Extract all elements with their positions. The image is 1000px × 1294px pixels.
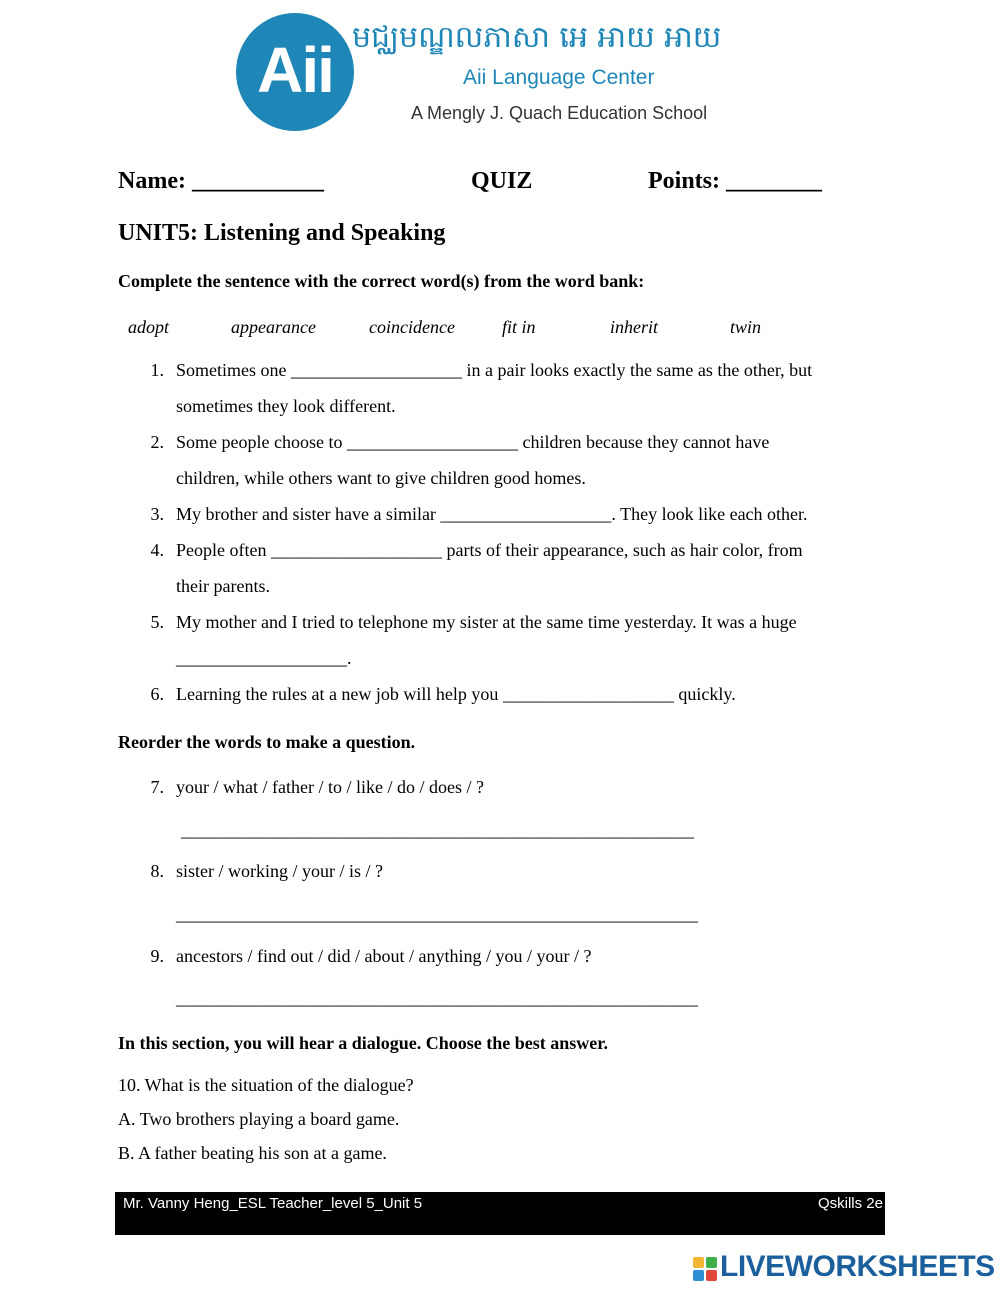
question-text: My mother and I tried to telephone my sister at the same time yesterday. It was a huge xyxy=(176,612,797,632)
word-bank-item: appearance xyxy=(231,317,316,337)
question-number: 8. xyxy=(150,861,164,881)
question-number: 7. xyxy=(150,777,164,797)
word-bank-item: coincidence xyxy=(369,317,455,337)
question-text[interactable]: Some people choose to ___________________ children because they cannot have xyxy=(176,432,770,452)
question-number: 4. xyxy=(150,540,164,560)
section3-instruction: In this section, you will hear a dialogue. Choose the best answer. xyxy=(118,1033,609,1053)
question-prompt: ancestors / find out / did / about / anything / you / your / ? xyxy=(176,946,592,966)
question-10: 10. What is the situation of the dialogue? xyxy=(118,1075,414,1095)
question-text[interactable]: People often ___________________ parts of their appearance, such as hair color, from xyxy=(176,540,803,560)
question-text[interactable]: My brother and sister have a similar ___________________. They look like each other. xyxy=(176,504,808,524)
question-number: 2. xyxy=(150,432,164,452)
answer-line[interactable]: _________________________________________________________ xyxy=(181,820,694,840)
logo-text: Aii xyxy=(257,34,333,106)
question-text[interactable]: Learning the rules at a new job will help you ___________________ quickly. xyxy=(176,684,736,704)
question-text[interactable]: Sometimes one ___________________ in a pair looks exactly the same as the other, but xyxy=(176,360,813,380)
unit-title: UNIT5: Listening and Speaking xyxy=(118,220,446,246)
quiz-label: QUIZ xyxy=(471,168,533,194)
question-text: children, while others want to give children good homes. xyxy=(176,468,586,488)
section1-instruction: Complete the sentence with the correct word(s) from the word bank: xyxy=(118,271,645,291)
word-bank-item: twin xyxy=(730,317,762,337)
logo xyxy=(236,13,354,131)
section2-instruction: Reorder the words to make a question. xyxy=(118,732,416,752)
footer-right: Qskills 2e xyxy=(817,1195,883,1212)
word-bank-item: adopt xyxy=(128,317,170,337)
answer-option-b[interactable]: B. A father beating his son at a game. xyxy=(118,1143,387,1163)
word-bank-item: fit in xyxy=(502,317,536,337)
liveworksheets-logo[interactable]: LIVEWORKSHEETS xyxy=(720,1250,995,1283)
answer-line[interactable]: __________________________________________________________ xyxy=(176,904,698,924)
name-label[interactable]: Name: ___________ xyxy=(118,168,324,194)
points-label[interactable]: Points: ________ xyxy=(648,168,822,194)
khmer-title: មជ្ឈមណ្ឌលភាសា អេ អាយ អាយ xyxy=(352,20,722,55)
question-number: 6. xyxy=(150,684,164,704)
question-number: 5. xyxy=(150,612,164,632)
footer-left: Mr. Vanny Heng_ESL Teacher_level 5_Unit 5 xyxy=(123,1195,423,1212)
question-number: 9. xyxy=(150,946,164,966)
liveworksheets-icon xyxy=(693,1257,717,1281)
question-text[interactable]: ___________________. xyxy=(176,648,352,668)
question-number: 1. xyxy=(150,360,164,380)
question-text: their parents. xyxy=(176,576,270,596)
center-name: Aii Language Center xyxy=(463,66,655,89)
school-name: A Mengly J. Quach Education School xyxy=(411,103,708,123)
question-prompt: sister / working / your / is / ? xyxy=(176,861,383,881)
answer-line[interactable]: __________________________________________________________ xyxy=(176,988,698,1008)
answer-option-a[interactable]: A. Two brothers playing a board game. xyxy=(118,1109,400,1129)
question-text: sometimes they look different. xyxy=(176,396,396,416)
footer-bar xyxy=(115,1192,885,1235)
word-bank-item: inherit xyxy=(610,317,658,337)
question-prompt: your / what / father / to / like / do / does / ? xyxy=(176,777,484,797)
question-number: 3. xyxy=(150,504,164,524)
